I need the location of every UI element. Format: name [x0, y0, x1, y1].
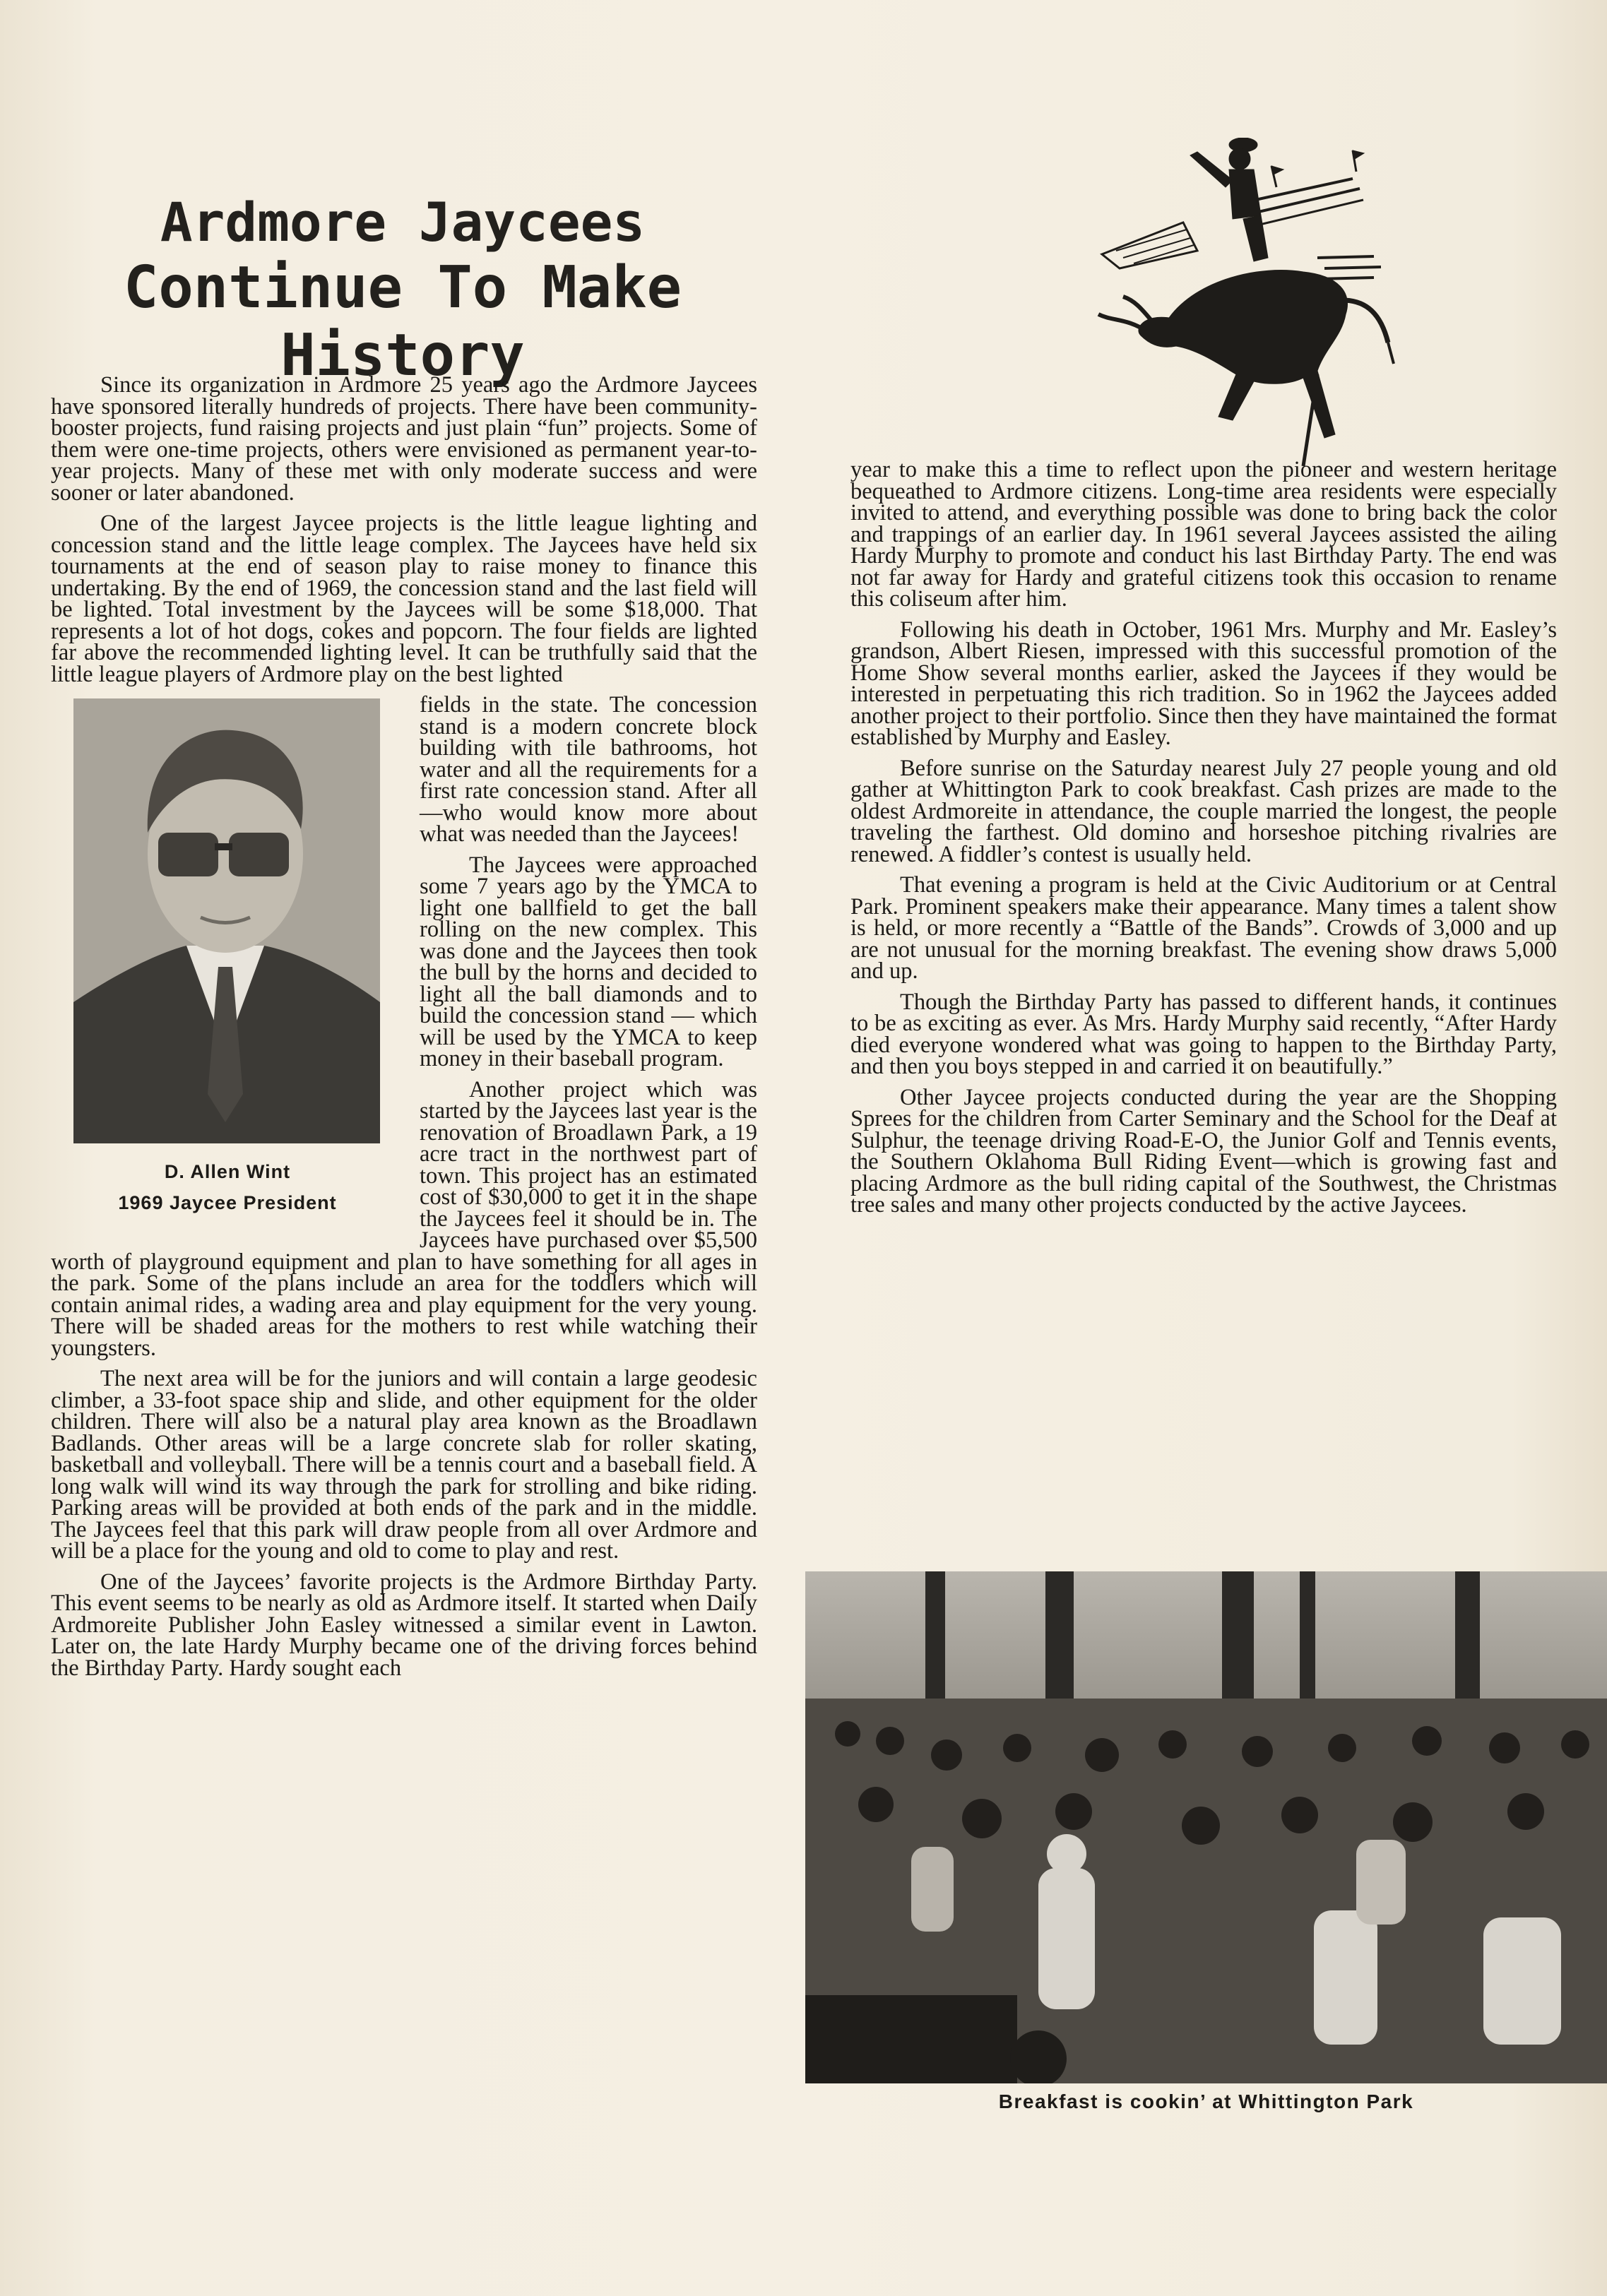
right-column	[850, 459, 1557, 1225]
paragraph: Other Jaycee projects conducted during the year are the Shopping Sprees for the children from Carter Seminary and the School for the Deaf at Sulphur, the teenage driving Road-E-O, the Junior Golf and Tennis events, the Southern Oklahoma Bull Riding Event—which is growing fast and placing Ardmore as the bull riding capital of the Southwest, the Christmas tree sales and many other projects conducted by the active Jaycees.	[850, 1084, 1557, 1218]
article-title	[42, 191, 763, 391]
left-column	[51, 374, 757, 1688]
paragraph: year to make this a time to reflect upon the pioneer and western heritage bequeathed to Ardmore citizens. Long-time area residents were especially invited to attend, and everything possible was done to bring back the color and trappings of an earlier day. In 1961 several Jaycees assisted the ailing Hardy Murphy to promote and conduct his last Birthday Party. The end was not far away for Hardy and grateful citizens took this occasion to rename this coliseum after him.	[850, 457, 1557, 612]
portrait-figure	[51, 698, 404, 1237]
paragraph: fields in the state. The concession stand is a modern concrete block building with tile bathrooms, hot water and all the requirements for a first rate concession stand. After all —who would know more about what was needed than the Jaycees!	[420, 692, 757, 847]
portrait-photo	[73, 698, 380, 1143]
paragraph: Following his death in October, 1961 Mrs. Murphy and Mr. Easley’s grandson, Albert Riesen, impressed with this successful promotion of the Home Show several months earlier, asked the Jaycees if they would be interested in perpetuating this rich tradition. So in 1962 the Jaycees added another project to their portfolio. Since then they have maintained the format established by Murphy and Easley.	[850, 617, 1557, 750]
title-line-1: Ardmore Jaycees	[160, 191, 646, 254]
paragraph: Since its organization in Ardmore 25 years ago the Ardmore Jaycees have sponsored literally hundreds of projects. There have been community-booster projects, fund raising projects and just plain “fun” projects. Some of them were one-time projects, others were envisioned as permanent year-to-year projects. Many of these met with only moderate success and were sooner or later abandoned.	[51, 372, 757, 506]
portrait-caption-name: D. Allen Wint	[164, 1161, 291, 1182]
paragraph: Though the Birthday Party has passed to different hands, it continues to be as exciting as ever. As Mrs. Hardy Murphy said recently, “After Hardy died everyone wondered what was going to happen to the Birthday Party, and then you boys stepped in and carried it on beautifully.”	[850, 989, 1557, 1079]
crowd-photo	[805, 1571, 1607, 2083]
paragraph: The Jaycees were approached some 7 years ago by the YMCA to light one ballfield to get the ball rolling on the new complex. This was done and the Jaycees then took the bull by the horns and decided to light all the ball diamonds and to build the concession stand — which will be used by the YMCA to keep money in their baseball program.	[420, 852, 757, 1071]
title-line-2: Continue To Make History	[124, 254, 682, 390]
paragraph: Another project which was started by the Jaycees last year is the renovation of Broadlawn Park, a 19 acre tract in the northwest part of town. This project has an estimated cost of $30,000 to get it in the shape the Jaycees feel it should be in. The Jaycees have purchased over $5,500 worth of playground equipment and plan to have something for all ages in the park. Some of the plans include an area for the toddlers which will contain animal rides, a wading area and play equipment for the very young. There will be shaded areas for the mothers to rest while watching their youngsters.	[51, 1076, 757, 1361]
portrait-caption	[51, 1156, 404, 1218]
paragraph: That evening a program is held at the Civic Auditorium or at Central Park. Prominent speakers make their appearance. Many times a talent show is held, or more recently a “Battle of the Bands”. Crowds of 3,000 and up are not unusual for the morning breakfast. The evening show draws 5,000 and up.	[850, 872, 1557, 984]
portrait-caption-title: 1969 Jaycee President	[118, 1192, 337, 1213]
paragraph: One of the Jaycees’ favorite projects is the Ardmore Birthday Party. This event seems to be nearly as old as Ardmore itself. It started when Daily Ardmoreite Publisher John Easley witnessed a similar event in Lawton. Later on, the late Hardy Murphy became one of the driving forces behind the Birthday Party. Hardy sought each	[51, 1569, 757, 1681]
crowd-photo-caption: Breakfast is cookin’ at Whittington Park	[998, 2090, 1414, 2112]
paragraph: Before sunrise on the Saturday nearest July 27 people young and old gather at Whittington Park to cook breakfast. Cash prizes are made to the oldest Ardmoreite in attendance, the couple married the longest, the people traveling the farthest. Old domino and horseshoe pitching rivalries are renewed. A fiddler’s contest is usually held.	[850, 755, 1557, 867]
paragraph: One of the largest Jaycee projects is the little league lighting and concession stand and the little leage complex. The Jaycees have held six tournaments at the end of season play to raise money to finance this undertaking. By the end of 1969, the concession stand and the last field will be lighted. Total investment by the Jaycees will be some $18,000. That represents a lot of hot dogs, cokes and popcorn. The four fields are lighted far above the recommended lighting level. It can be truthfully said that the little league players of Ardmore play on the best lighted	[51, 511, 757, 687]
bull-rider-illustration	[1091, 138, 1409, 470]
paragraph: The next area will be for the juniors and will contain a large geodesic climber, a 33-foot space ship and slide, and other equipment for the older children. There will also be a natural play area known as the Broadlawn Badlands. Other areas will be a large concrete slab for roller skating, basketball and volleyball. There will be a tennis court and a baseball field. A long walk will wind its way through the park for strolling and bike riding. Parking areas will be provided at both ends of the park and in the middle. The Jaycees feel that this park will draw people from all over Ardmore and will be a place for the young and old to come to play and rest.	[51, 1366, 757, 1564]
